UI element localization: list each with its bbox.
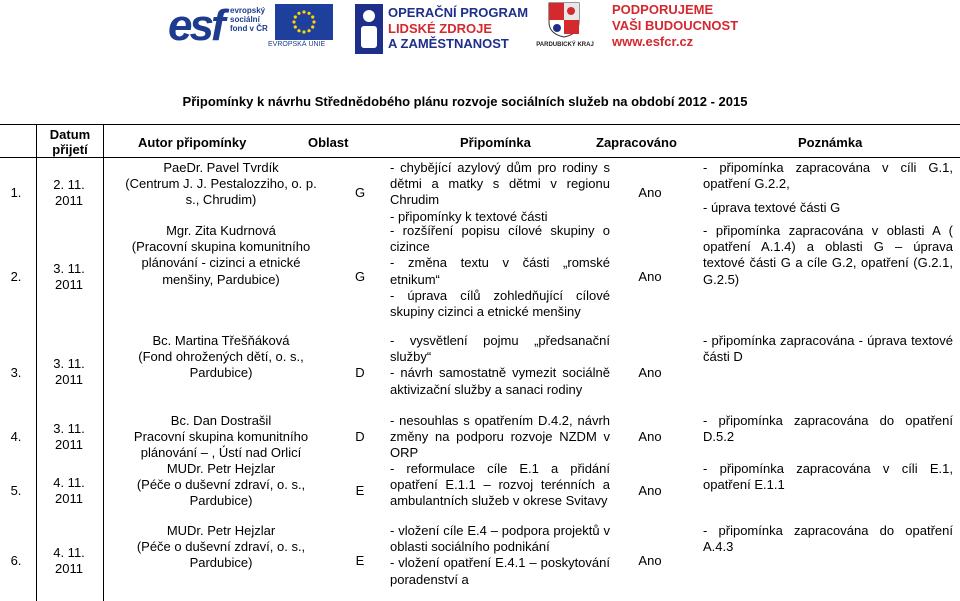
remark-item: - vysvětlení pojmu „předsanační služby“	[390, 333, 610, 365]
op-lzz-mark-icon	[355, 4, 383, 54]
remark-item: - připomínky k textové části	[390, 208, 548, 224]
date-line: 2011	[55, 437, 83, 453]
remark-item: - vložení cíle E.4 – podpora projektů v oblasti sociálního podnikání	[390, 523, 610, 555]
row-area: E	[355, 483, 365, 498]
row-area: D	[355, 365, 365, 380]
author-line: MUDr. Petr Hejzlar	[166, 461, 276, 476]
date-line: 3. 11.	[53, 421, 85, 436]
date-line: 3. 11.	[53, 356, 85, 371]
remark-item: - úprava cílů zohledňující cílové skupiny cizinci a etnické menšiny	[390, 287, 610, 320]
remark-item: - rozšíření popisu cílové skupiny o cizince	[390, 223, 610, 255]
author-line: plánování - cizinci a etnické	[141, 255, 301, 271]
note-item: - připomínka zapracována - úprava textové části D	[703, 333, 953, 365]
remark-item: - návrh samostatně vymezit sociálně aktivizační služby a sanaci rodiny	[390, 365, 610, 397]
row-author	[108, 223, 334, 288]
row-done: Ano	[638, 185, 662, 200]
op-text-line: LIDSKÉ ZDROJE	[388, 20, 493, 36]
row-note	[703, 333, 953, 365]
date-line: 2. 11.	[53, 177, 85, 192]
row-number: 2.	[10, 269, 22, 284]
row-date	[44, 177, 94, 209]
row-remark	[390, 160, 610, 225]
note-item: - připomínka zapracována do opatření A.4.3	[703, 523, 953, 555]
vasi-text-line: VAŠI BUDOUCNOST	[612, 18, 739, 33]
column-divider	[36, 125, 37, 601]
row-area: D	[355, 429, 365, 444]
esf-text-line: evropský	[230, 6, 266, 15]
row-remark	[390, 461, 610, 510]
date-line: 4. 11.	[53, 475, 85, 490]
author-line: Pracovní skupina komunitního	[133, 429, 309, 445]
author-line: (Péče o duševní zdraví, o. s.,	[136, 539, 306, 555]
row-remark	[390, 223, 610, 320]
row-note	[703, 223, 953, 288]
date-line: 2011	[55, 193, 83, 209]
header-date	[46, 127, 94, 157]
pk-caption: PARDUBICKÝ KRAJ	[536, 42, 594, 48]
row-done: Ano	[638, 553, 662, 568]
header-date-line: Datum	[49, 127, 91, 142]
header-remark: Připomínka	[460, 135, 531, 150]
note-item: - připomínka zapracována do opatření D.5.2	[703, 413, 953, 445]
esf-text-line: fond v ČR	[230, 24, 268, 33]
row-author	[108, 413, 334, 462]
vasi-text-line: PODPORUJEME	[612, 2, 714, 17]
row-area: E	[355, 553, 365, 568]
comments-table	[0, 124, 960, 601]
pardubicky-kraj-logo	[530, 2, 600, 54]
esf-mark: esf	[168, 1, 223, 50]
author-line: Mgr. Zita Kudrnová	[166, 223, 276, 238]
author-line: (Centrum J. J. Pestalozziho, o. p.	[125, 176, 317, 192]
author-line: (Fond ohrožených dětí, o. s.,	[138, 349, 304, 365]
row-number: 4.	[10, 429, 22, 444]
row-remark	[390, 413, 610, 462]
row-date	[44, 421, 94, 453]
author-line: (Péče o duševní zdraví, o. s.,	[136, 477, 306, 493]
header-done: Zapracováno	[596, 135, 677, 150]
remark-item: - změna textu v části „romské etnikum“	[390, 255, 610, 287]
row-number: 3.	[10, 365, 22, 380]
header-note: Poznámka	[798, 135, 863, 150]
row-area: G	[354, 185, 366, 200]
author-line: (Pracovní skupina komunitního	[131, 239, 311, 255]
esf-text	[230, 6, 270, 33]
author-line: plánování – , Ústí nad Orlicí	[140, 445, 302, 461]
coat-of-arms-icon	[548, 2, 580, 38]
row-note	[703, 461, 953, 493]
row-done: Ano	[638, 429, 662, 444]
date-line: 2011	[55, 561, 83, 577]
note-item: - připomínka zapracována v cíli G.1, opatření G.2.2,	[703, 160, 953, 192]
header-date-line: přijetí	[52, 142, 88, 157]
remark-item: - reformulace cíle E.1 a přidání opatření E.1.1 – rozvoj terénních a ambulantních služeb v okrese Svitavy	[390, 461, 610, 509]
author-line: MUDr. Petr Hejzlar	[166, 523, 276, 538]
note-item: - připomínka zapracována v oblasti A ( opatření A.1.4) a oblasti G – úprava textové části G a cíle G.2, opatření (G.2.1, G.2.5)	[703, 223, 953, 287]
row-author	[108, 333, 334, 382]
note-item: - připomínka zapracována v cíli E.1, opatření E.1.1	[703, 461, 953, 493]
date-line: 2011	[55, 372, 83, 388]
remark-item: - chybějící azylový dům pro rodiny s dětmi a matky s dětmi v regionu Chrudim	[390, 160, 610, 208]
row-date	[44, 356, 94, 388]
header-area: Oblast	[308, 135, 349, 150]
remark-item: - nesouhlas s opatřením D.4.2, návrh změny na podporu rozvoje NZDM v ORP	[390, 413, 610, 461]
author-line: Pardubice)	[189, 365, 253, 381]
date-line: 4. 11.	[53, 545, 85, 560]
author-line: Bc. Martina Třešňáková	[152, 333, 290, 348]
row-date	[44, 261, 94, 293]
row-date	[44, 475, 94, 507]
row-done: Ano	[638, 483, 662, 498]
row-done: Ano	[638, 269, 662, 284]
author-line: PaeDr. Pavel Tvrdík	[163, 160, 279, 175]
op-lzz-logo	[355, 4, 529, 54]
author-line: s., Chrudim)	[185, 192, 257, 208]
row-note	[703, 523, 953, 555]
row-author	[108, 461, 334, 510]
row-note	[703, 160, 953, 217]
op-lzz-text	[388, 5, 528, 52]
document-title: Připomínky k návrhu Střednědobého plánu rozvoje sociálních služeb na období 2012 - 2015	[182, 94, 748, 109]
row-number: 5.	[10, 483, 22, 498]
table-header	[0, 125, 960, 158]
website-link[interactable]: www.esfcr.cz	[612, 34, 694, 49]
esf-text-line: sociální	[230, 15, 260, 24]
row-author	[108, 160, 334, 209]
row-remark	[390, 523, 610, 588]
column-divider	[103, 125, 104, 601]
header-author: Autor připomínky	[138, 135, 247, 150]
row-author	[108, 523, 334, 572]
date-line: 2011	[55, 491, 83, 507]
date-line: 2011	[55, 277, 83, 293]
author-line: Pardubice)	[189, 493, 253, 509]
eu-caption: EVROPSKÁ UNIE	[268, 41, 326, 48]
date-line: 3. 11.	[53, 261, 85, 276]
op-text-line: A ZAMĚSTNANOST	[388, 36, 509, 51]
note-item: - úprava textové části G	[703, 200, 841, 216]
author-line: Pardubice)	[189, 555, 253, 571]
row-remark	[390, 333, 610, 398]
row-done: Ano	[638, 365, 662, 380]
eu-flag-icon	[275, 4, 333, 40]
row-number: 1.	[10, 185, 22, 200]
author-line: Bc. Dan Dostrašil	[170, 413, 272, 428]
op-text-line: OPERAČNÍ PROGRAM	[388, 5, 529, 20]
vasi-budoucnost-logo	[612, 2, 738, 50]
remark-item: - vložení opatření E.4.1 – poskytování poradenství a	[390, 555, 610, 587]
author-line: menšiny, Pardubice)	[162, 271, 280, 287]
row-note	[703, 413, 953, 445]
logo-bar	[0, 0, 960, 58]
row-number: 6.	[10, 553, 22, 568]
row-area: G	[354, 269, 366, 284]
row-date	[44, 545, 94, 577]
